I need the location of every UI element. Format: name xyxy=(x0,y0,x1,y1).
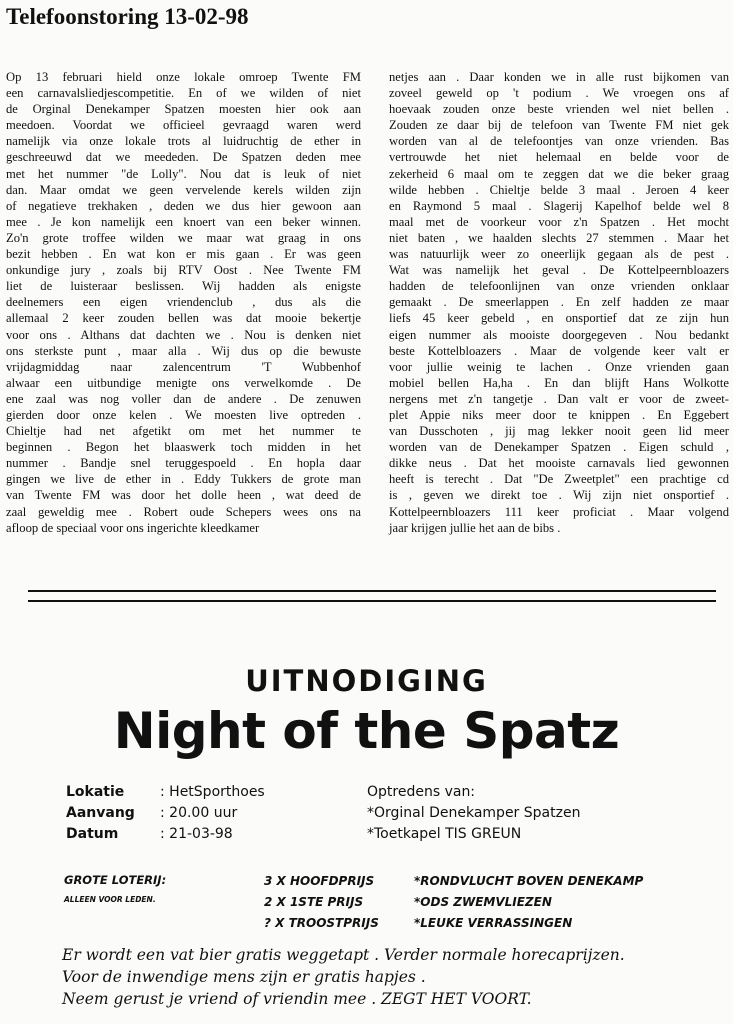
performers-block xyxy=(367,782,580,845)
article-line: gierden door onze kelen . We moesten live optreden . xyxy=(6,407,361,422)
article-line: is , geven we direkt toe . Wij zijn niet onsportief . xyxy=(389,488,729,503)
closing-line: Voor de inwendige mens zijn er gratis hapjes . xyxy=(62,968,426,986)
detail-value-date: : 21-03-98 xyxy=(160,826,233,842)
closing-line: Er wordt een vat bier gratis weggetapt . Verder normale horecaprijzen. xyxy=(62,946,625,964)
detail-value-location: : HetSporthoes xyxy=(160,784,265,800)
article-line: gemaakt . De smeerlappen . En zelf hadden ze maar xyxy=(389,295,729,310)
article-column-left xyxy=(6,69,361,536)
article-line: deelnemers een eigen vriendenclub , dus als die xyxy=(6,295,361,310)
performer-item: *Orginal Denekamper Spatzen xyxy=(367,805,581,821)
prize-tier: ? X TROOSTPRIJS xyxy=(264,916,379,930)
article-line: namelijk via onze lokale trots al luidruchtig de ether in xyxy=(6,134,361,149)
article-line: zoveel geweld op 't podium . We vroegen ons af xyxy=(389,86,729,101)
prize-tier: 2 X 1STE PRIJS xyxy=(264,895,364,909)
article-line: voor ons . Althans dat dachten we . Nou is denken niet xyxy=(6,327,361,342)
prize-item: *ODS ZWEMVLIEZEN xyxy=(414,895,552,909)
article-title: Telefoonstoring 13-02-98 xyxy=(6,4,249,29)
article-line: liefs 45 keer gebeld , en onsportief dat ze zijn hun xyxy=(389,311,729,326)
lottery-prizes xyxy=(264,871,379,934)
article-line: mobiel bellen Ha,ha . En dan blijft Hans Wolkotte xyxy=(389,375,729,390)
divider-line xyxy=(28,590,716,592)
divider-line xyxy=(28,600,716,602)
performers-heading: Optredens van: xyxy=(367,784,476,800)
lottery-items xyxy=(414,871,643,934)
article-line: netjes aan . Daar konden we in alle rust bijkomen van xyxy=(389,70,729,84)
article-line: vertrouwde het niet helemaal en belde voor de xyxy=(389,150,729,165)
prize-tier: 3 X HOOFDPRIJS xyxy=(264,874,375,888)
article-line: vrijdagmiddag naar zalencentrum 'T Wubbenhof xyxy=(6,359,361,374)
event-detail-values xyxy=(160,782,265,845)
article-line: beginnen . Begon het blaaswerk toch midden in het xyxy=(6,440,361,455)
article-line: beste Kottelbloazers . Maar de volgende keer valt er xyxy=(389,343,729,358)
detail-label-location: Lokatie xyxy=(66,784,125,800)
article-line: gingen we live de ether in . Eddy Tukkers de grote man xyxy=(6,472,361,487)
event-detail-labels xyxy=(66,782,135,845)
prize-item: *RONDVLUCHT BOVEN DENEKAMP xyxy=(414,874,644,888)
article-line: een carnavalsliedjescompetitie. En of we wilden of niet xyxy=(6,86,361,101)
article-line: ons sterkste punt , maar alla . Wij dus op die bewuste xyxy=(6,343,361,358)
article-line: jaar krijgen jullie het aan de bibs . xyxy=(389,520,561,535)
detail-value-start: : 20.00 uur xyxy=(160,805,238,821)
article-line: zekerheid 6 maal om te zeggen dat we die beker graag xyxy=(389,166,729,181)
article-line: en Raymond 5 maal . Slagerij Kapelhof belde wel 8 xyxy=(389,198,729,213)
article-line: nergens met z'n tangetje . Dan valt er voor de zweet- xyxy=(389,391,729,406)
article-line: of negatieve trekhaken , deden we dus hier gewoon aan xyxy=(6,198,361,213)
article-line: Chieltje had net afgetikt om met het nummer te xyxy=(6,424,361,439)
article-line: Zo'n grote troffee wilden we maar wat graag in ons xyxy=(6,230,361,245)
article-line: bezit hebben . En wat kon er mis gaan . Er was geen xyxy=(6,247,361,262)
lottery-note: ALLEEN VOOR LEDEN. xyxy=(64,895,156,904)
article-line: onkundige jury , zoals bij RTV Oost . Nee Twente FM xyxy=(6,263,361,278)
article-line: maal met de voorkeur voor z'n Spatzen . Het mocht xyxy=(389,214,729,229)
detail-label-start: Aanvang xyxy=(66,805,135,821)
article-line: heeft is terecht . Dat "De Zweetplet" een prachtige cd xyxy=(389,472,729,487)
article-column-right xyxy=(389,69,729,536)
article-line: ene zaal was nog voller dan de andere . De zenuwen xyxy=(6,391,361,406)
article-line: hadden de telefoonlijnen van onze vrienden onklaar xyxy=(389,279,729,294)
performer-item: *Toetkapel TIS GREUN xyxy=(367,826,522,842)
article-line: eigen nummer als mooiste doorgegeven . Nou bedankt xyxy=(389,327,729,342)
article-line: afloop de speciaal voor ons ingerichte kleedkamer xyxy=(6,520,260,535)
prize-item: *LEUKE VERRASSINGEN xyxy=(414,916,573,930)
article-line: nummer . Bandje snel teruggespoeld . En hopla daar xyxy=(6,456,361,471)
article-line: alwaar een uitbundige menigte ons verwelkomde . De xyxy=(6,375,361,390)
closing-line: Neem gerust je vriend of vriendin mee . ZEGT HET VOORT. xyxy=(62,990,532,1008)
article-line: meedoen. Voordat we officieel gevraagd waren werd xyxy=(6,118,361,133)
article-line: hoevaak zouden onze beste vrienden wel niet bellen . xyxy=(389,102,729,117)
closing-text xyxy=(62,944,625,1010)
article-line: met het nummer "de Lolly". Nou dat is leuk of niet xyxy=(6,166,361,181)
article-line: van Dusschoten , jij mag lekker nooit geen lid meer xyxy=(389,424,729,439)
article-line: allemaal 2 keer zouden bellen was dat mooie bekertje xyxy=(6,311,361,326)
article-line: niet baten , we haalden slechts 27 stemmen . Maar het xyxy=(389,230,729,245)
article-line: worden van al de telefoontjes van onze vrienden. Bas xyxy=(389,134,729,149)
article-line: Wat was namelijk het geval . De Kottelpeernbloazers xyxy=(389,263,729,278)
article-line: Zouden ze daar bij de telefoon van Twente FM niet gek xyxy=(389,118,729,133)
lottery-label: GROTE LOTERIJ: xyxy=(64,873,167,887)
article-line: van Twente FM was door het dolle heen , wat deed de xyxy=(6,488,361,503)
event-title: Night of the Spatz xyxy=(113,702,620,760)
article-line: mee . Je kon namelijk een knoert van een beker winnen. xyxy=(6,214,361,229)
article-line: Kottelpeernbloazers 111 keer proficiat . Maar volgend xyxy=(389,504,729,519)
article-line: wilde hebben . Chieltje belde 3 maal . Jeroen 4 keer xyxy=(389,182,729,197)
article-line: geschreeuwd dat we meededen. De Spatzen deden mee xyxy=(6,150,361,165)
article-line: dan. Maar omdat we geen vervelende kerels wilden zijn xyxy=(6,182,361,197)
article-line: de Orginal Denekamper Spatzen moesten hier ook aan xyxy=(6,102,361,117)
detail-label-date: Datum xyxy=(66,826,119,842)
article-line: zaal geweldig mee . Robert oude Schepers wees ons na xyxy=(6,504,361,519)
article-line: dikke neus . Dat het mooiste carnavals lied gewonnen xyxy=(389,456,729,471)
article-line: worden van de Denekamper Spatzen . Eigen schuld , xyxy=(389,440,729,455)
article-line: voor jullie weinig te lachen . Onze vrienden gaan xyxy=(389,359,729,374)
article-line: liet de luisteraar beslissen. Wij hadden als enigste xyxy=(6,279,361,294)
article-line: plet Appie niks meer door te knippen . En Eggebert xyxy=(389,407,729,422)
article-line: Op 13 februari hield onze lokale omroep Twente FM xyxy=(6,70,361,84)
invitation-heading: UITNODIGING xyxy=(245,664,488,698)
article-line: was natuurlijk weer zo oneerlijk gegaan als de pest . xyxy=(389,247,729,262)
